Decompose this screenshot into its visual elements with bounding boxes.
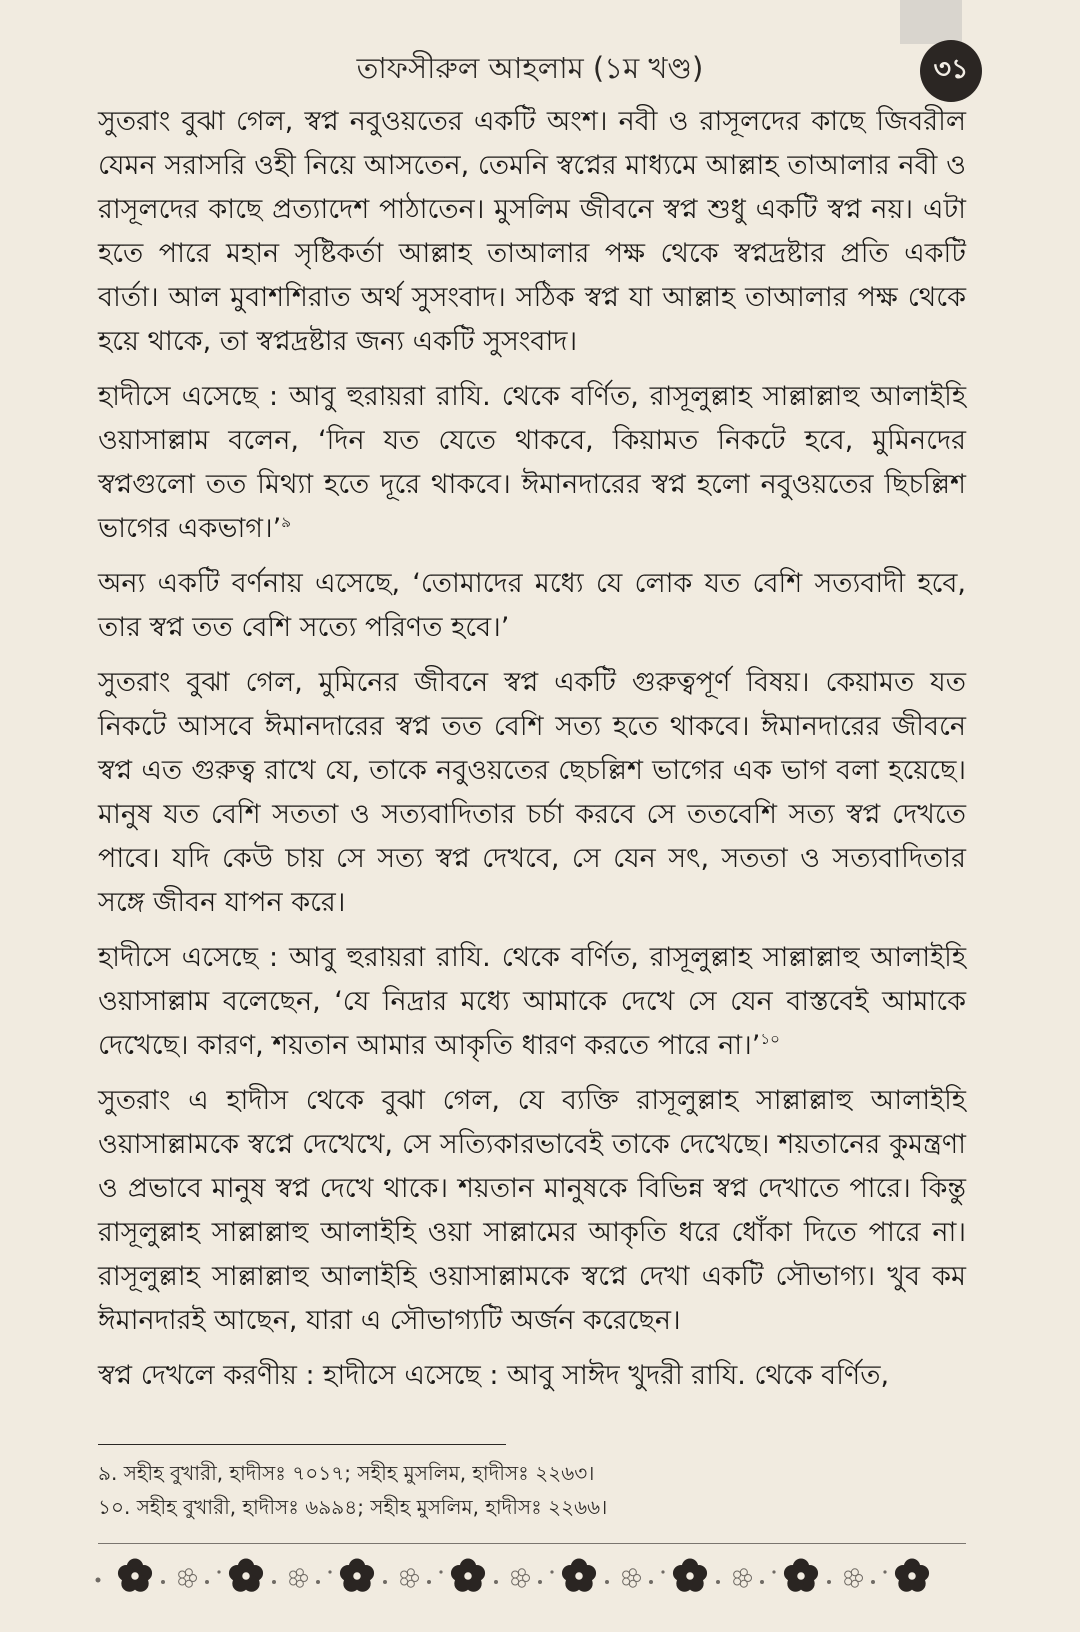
flower-icon [340,1558,374,1591]
small-flower-icon [290,1569,308,1587]
dot-icon [716,1580,720,1584]
paragraph-text: স্বপ্ন দেখলে করণীয় : হাদীসে এসেছে : আবু সাঈদ খুদরী রাযি. থেকে বর্ণিত, [98,1360,890,1391]
small-flower-icon [623,1569,641,1587]
footnote-ref: ৯ [281,513,291,531]
small-flower-icon [179,1569,197,1587]
dot-icon [827,1580,831,1584]
small-flower-icon [512,1569,530,1587]
dot-icon [883,1570,886,1573]
paragraph-text: হাদীসে এসেছে : আবু হুরায়রা রাযি. থেকে বর্ণিত, রাসূলুল্লাহ সাল্লাল্লাহু আলাইহি ওয়াসাল্লাম বলেন, ‘দিন যত যেতে থাকবে, কিয়ামত নিকটে হবে, মুমিনদের স্বপ্নগুলো তত মিথ্যা হতে দূরে থাকবে। ঈমানদারের স্বপ্ন হলো নবুওয়তের ছিচল্লিশ ভাগের একভাগ।’ [98,381,966,544]
dot-icon [661,1570,664,1573]
flower-icon [784,1558,818,1591]
flower-icon [118,1558,152,1591]
dot-icon [161,1580,165,1584]
dot-icon [383,1580,387,1584]
flower-icon [229,1558,263,1591]
paragraph-2 [98,375,966,551]
dot-icon [605,1580,609,1584]
small-flower-icon [401,1569,419,1587]
dot-icon [217,1570,220,1573]
paragraph-6 [98,1079,966,1343]
paragraph-1 [98,100,966,364]
body-text [98,100,966,1409]
bottom-divider [98,1543,966,1544]
paragraph-text: সুতরাং বুঝা গেল, স্বপ্ন নবুওয়তের একটি অংশ। নবী ও রাসূলদের কাছে জিবরীল যেমন সরাসরি ওহী নিয়ে আসতেন, তেমনি স্বপ্নের মাধ্যমে আল্লাহ তাআলার নবী ও রাসূলদের কাছে প্রত্যাদেশ পাঠাতেন। মুসলিম জীবনে স্বপ্ন শুধু একটি স্বপ্ন নয়। এটা হতে পারে মহান সৃষ্টিকর্তা আল্লাহ তাআলার পক্ষ থেকে স্বপ্নদ্রষ্টার প্রতি একটি বার্তা। আল মুবাশশিরাত অর্থ সুসংবাদ। সঠিক স্বপ্ন যা আল্লাহ তাআলার পক্ষ থেকে হয়ে থাকে, তা স্বপ্নদ্রষ্টার জন্য একটি সুসংবাদ। [98,106,966,357]
page-number: ৩১ [933,53,969,85]
paragraph-5 [98,936,966,1068]
small-flower-icon [734,1569,752,1587]
dot-icon [272,1580,276,1584]
paragraph-text: হাদীসে এসেছে : আবু হুরায়রা রাযি. থেকে বর্ণিত, রাসূলুল্লাহ সাল্লাল্লাহু আলাইহি ওয়াসাল্লাম বলেছেন, ‘যে নিদ্রার মধ্যে আমাকে দেখে সে যেন বাস্তবেই আমাকে দেখেছে। কারণ, শয়তান আমার আকৃতি ধারণ করতে পারে না।’ [98,942,966,1061]
dot-icon [328,1570,331,1573]
footnote-ref: ১০ [760,1030,780,1048]
paragraph-3 [98,562,966,650]
footnote-10: ১০. সহীহ বুখারী, হাদীসঃ ৬৯৯৪; সহীহ মুসলিম, হাদীসঃ ২২৬৬। [98,1495,608,1519]
flower-icon [451,1558,485,1591]
dot-icon [772,1570,775,1573]
paragraph-4 [98,661,966,925]
paragraph-text: সুতরাং এ হাদীস থেকে বুঝা গেল, যে ব্যক্তি রাসূলুল্লাহ সাল্লাল্লাহু আলাইহি ওয়াসাল্লামকে স্বপ্নে দেখেখে, সে সত্যিকারভাবেই তাকে দেখেছে। শয়তানের কুমন্ত্রণা ও প্রভাবে মানুষ স্বপ্ন দেখে থাকে। শয়তান মানুষকে বিভিন্ন স্বপ্ন দেখাতে পারে। কিন্তু রাসূলুল্লাহ সাল্লাল্লাহু আলাইহি ওয়া সাল্লামের আকৃতি ধরে ধোঁকা দিতে পারে না। রাসূলুল্লাহ সাল্লাল্লাহু আলাইহি ওয়াসাল্লামকে স্বপ্নে দেখা একটি সৌভাগ্য। খুব কম ঈমানদারই আছেন, যারা এ সৌভাগ্যটি অর্জন করেছেন। [98,1085,966,1336]
flower-icon [562,1558,596,1591]
dot-icon [205,1580,209,1584]
footnote-9: ৯. সহীহ বুখারী, হাদীসঃ ৭০১৭; সহীহ মুসলিম, হাদীসঃ ২২৬৩। [98,1461,595,1485]
dot-icon [538,1580,542,1584]
footnotes [98,1456,966,1524]
paragraph-text: সুতরাং বুঝা গেল, মুমিনের জীবনে স্বপ্ন একটি গুরুত্বপূর্ণ বিষয়। কেয়ামত যত নিকটে আসবে ঈমানদারের স্বপ্ন তত বেশি সত্য হতে থাকবে। ঈমানদারের জীবনে স্বপ্ন এত গুরুত্ব রাখে যে, তাকে নবুওয়তের ছেচল্লিশ ভাগের এক ভাগ বলা হয়েছে। মানুষ যত বেশি সততা ও সত্যবাদিতার চর্চা করবে সে ততবেশি সত্য স্বপ্ন দেখতে পাবে। যদি কেউ চায় সে সত্য স্বপ্ন দেখবে, সে যেন সৎ, সততা ও সত্যবাদিতার সঙ্গে জীবন যাপন করে। [98,667,966,918]
dot-icon [439,1570,442,1573]
dot-icon [316,1580,320,1584]
dot-icon [871,1580,875,1584]
dot-icon [550,1570,553,1573]
flower-icon [895,1558,929,1591]
paragraph-7 [98,1354,966,1398]
dot-icon [427,1580,431,1584]
running-title: তাফসীরুল আহলাম (১ম খণ্ড) [356,51,704,85]
small-flower-icon [845,1569,863,1587]
dot-icon [649,1580,653,1584]
flower-icon [673,1558,707,1591]
page-number-badge [920,40,982,102]
dot-icon [96,1578,101,1583]
dot-icon [494,1580,498,1584]
paragraph-text: অন্য একটি বর্ণনায় এসেছে, ‘তোমাদের মধ্যে যে লোক যত বেশি সত্যবাদী হবে, তার স্বপ্ন তত বেশি সত্যে পরিণত হবে।’ [98,568,966,643]
dot-icon [760,1580,764,1584]
floral-border-ornament [90,1552,980,1602]
footnote-divider [98,1444,506,1445]
